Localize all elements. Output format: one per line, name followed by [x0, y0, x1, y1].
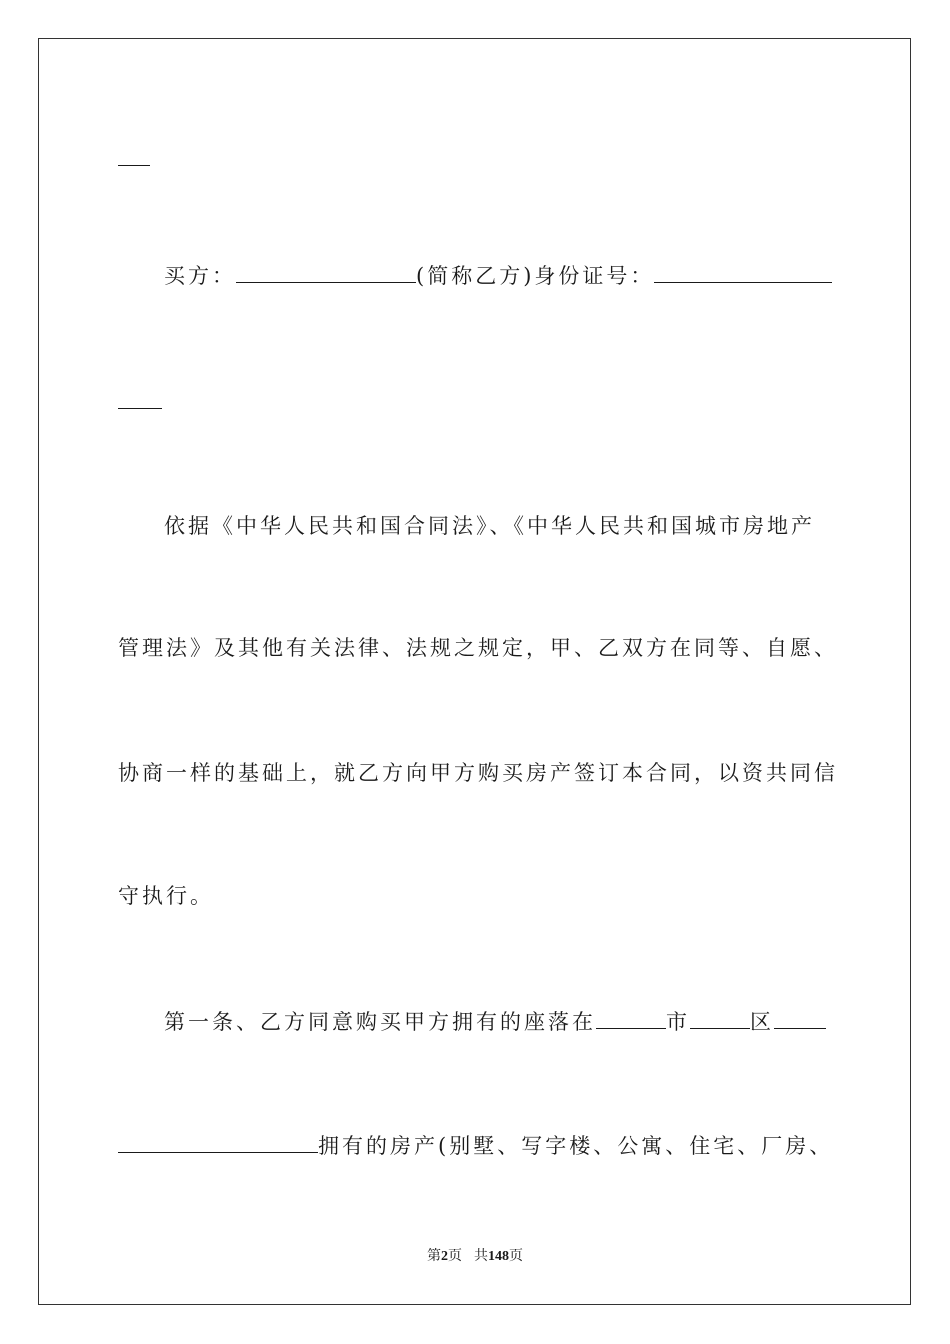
paragraph-line: 管理法》及其他有关法律、法规之规定，甲、乙双方在同等、自愿、 [118, 636, 838, 660]
buyer-label: 买方： [164, 264, 236, 288]
city-label: 市 [666, 1010, 690, 1034]
page-label: 第 [427, 1249, 441, 1264]
total-unit: 页 [509, 1249, 523, 1264]
fill-blank [118, 388, 162, 409]
buyer-line [164, 262, 832, 290]
city-blank [596, 1008, 666, 1029]
district-blank [690, 1008, 750, 1029]
property-type-line [118, 1132, 833, 1160]
page-number: 2 [441, 1249, 448, 1264]
fill-blank [118, 145, 150, 166]
page-unit: 页 [448, 1249, 462, 1264]
article-one-line [164, 1008, 826, 1036]
blank-line-1 [118, 145, 150, 173]
buyer-id-label: (简称乙方)身份证号： [416, 264, 655, 288]
total-label: 共 [474, 1249, 488, 1264]
buyer-name-blank [236, 262, 416, 283]
paragraph-line: 依据《中华人民共和国合同法》、《中华人民共和国城市房地产 [164, 514, 815, 538]
paragraph-line: 协商一样的基础上，就乙方向甲方购买房产签订本合同，以资共同信 [118, 761, 838, 785]
total-pages: 148 [488, 1249, 509, 1264]
address-detail-blank [118, 1132, 318, 1153]
address-blank [774, 1008, 826, 1029]
district-label: 区 [750, 1010, 774, 1034]
page-border [38, 38, 911, 1305]
blank-line-2 [118, 388, 162, 416]
paragraph-line: 守执行。 [118, 884, 214, 908]
property-type-text: 拥有的房产(别墅、写字楼、公寓、住宅、厂房、 [318, 1134, 834, 1158]
buyer-id-blank [654, 262, 832, 283]
article-one-text: 第一条、乙方同意购买甲方拥有的座落在 [164, 1010, 596, 1034]
page-footer [0, 1248, 950, 1266]
